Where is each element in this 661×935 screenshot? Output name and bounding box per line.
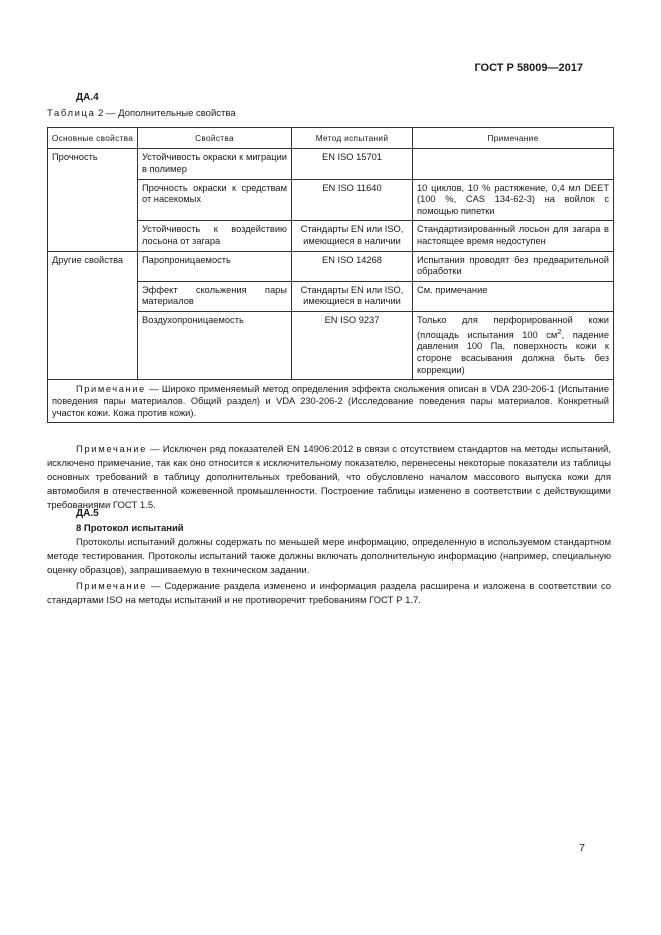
note-paragraph-2 — [47, 580, 611, 608]
note-cell: 10 циклов, 10 % растяжение, 0,4 мл DEET (100 %, CAS 134-62-3) на войлок с помощью пипетки — [413, 179, 614, 221]
footnote-text: — Широко применяемый метод определения эффекта скольжения описан в VDA 230-206-1 (Испытание поведения пары материалов. Общий раздел) и VDA 230-206-2 (Исследование поведения пары материалов. Конкретный участок кожи. Кожа против кожи). — [52, 384, 609, 419]
note-text: — Содержание раздела изменено и информация раздела расширена и изложена в соответствии со стандартами ISO на методы испытаний и не противоречит требованиям ГОСТ Р 1.7. — [47, 581, 611, 606]
superscript: 2 — [557, 326, 562, 336]
method-cell: Стандарты EN или ISO, имеющиеся в наличии — [292, 221, 413, 251]
property-cell: Эффект скольжения пары материалов — [138, 281, 292, 311]
method-cell: EN ISO 11640 — [292, 179, 413, 221]
page-number: 7 — [579, 842, 585, 854]
note-text: — Исключен ряд показателей EN 14906:2012 в связи с отсутствием стандартов на методы испытаний, исключено примечание, так как оно относится к исключительному показателю, перенесены некоторые показатели из таблицы основных требований в таблицу дополнительных требований, что обусловлено началом массового выпуска кожи для автомобиля в отечественной кожевенной промышленности. Построение таблицы изменено в соответствии с действующими требованиями ГОСТ 1.5. — [47, 444, 611, 511]
note-label: Примечание — [76, 444, 147, 455]
additional-properties-table — [47, 127, 614, 423]
method-cell: EN ISO 15701 — [292, 149, 413, 179]
table-footnote — [48, 380, 614, 423]
document-code: ГОСТ Р 58009—2017 — [474, 62, 583, 74]
property-cell: Устойчивость окраски к миграции в полимер — [138, 149, 292, 179]
table-footnote-row — [48, 380, 614, 423]
table-caption-text: 2 — Дополнительные свойства — [95, 108, 236, 119]
note-label: Примечание — [76, 581, 147, 592]
note-cell — [413, 149, 614, 179]
note-cell: Испытания проводят без предварительной обработки — [413, 251, 614, 281]
protocol-paragraph: Протоколы испытаний должны содержать по меньшей мере информацию, определенную в используемом стандартном методе тестирования. Протоколы испытаний также должны включать дополнительную информацию (например, специальную оценку образцов), запрашиваемую в техническом задании. — [47, 537, 611, 576]
note-cell: См. примечание — [413, 281, 614, 311]
header-note: Примечание — [413, 128, 614, 149]
header-properties: Свойства — [138, 128, 292, 149]
note-text: Только для перфорированной кожи (площадь испытания 100 см — [417, 315, 609, 340]
section-heading-protocol: 8 Протокол испытаний — [76, 523, 184, 534]
section-title-da5: ДА.5 — [76, 508, 99, 519]
property-cell: Воздухопроницаемость — [138, 312, 292, 380]
method-cell: EN ISO 14268 — [292, 251, 413, 281]
method-cell: EN ISO 9237 — [292, 312, 413, 380]
header-test-method: Метод испытаний — [292, 128, 413, 149]
note-text: , падение давления 100 Па, поверхность кожи к стороне всасывания должна быть без коррекции) — [417, 329, 609, 375]
table-row — [48, 251, 614, 281]
note-paragraph-1 — [47, 443, 611, 513]
table-caption — [47, 108, 236, 119]
section-title-da4: ДА.4 — [76, 92, 99, 103]
table-caption-prefix: Таблица — [47, 108, 96, 119]
property-cell: Прочность окраски к средствам от насекомых — [138, 179, 292, 221]
method-cell: Стандарты EN или ISO, имеющиеся в наличии — [292, 281, 413, 311]
table-row — [48, 149, 614, 179]
group-other-properties: Другие свойства — [48, 251, 138, 380]
group-strength: Прочность — [48, 149, 138, 251]
table-header-row — [48, 128, 614, 149]
note-cell: Стандартизированный лосьон для загара в настоящее время недоступен — [413, 221, 614, 251]
property-cell: Устойчивость к воздействию лосьона от загара — [138, 221, 292, 251]
note-cell — [413, 312, 614, 380]
property-cell: Паропроницаемость — [138, 251, 292, 281]
header-main-properties: Основные свойства — [48, 128, 138, 149]
footnote-label: Примечание — [76, 384, 146, 395]
